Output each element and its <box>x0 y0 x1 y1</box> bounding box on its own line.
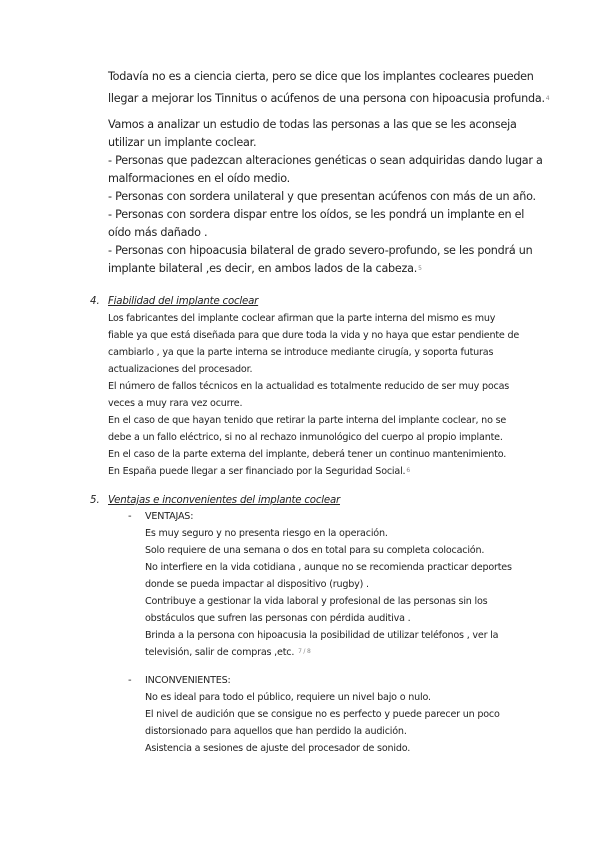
list-item: Contribuye a gestionar la vida laboral y profesional de las personas sin los <box>145 596 488 607</box>
section-line: veces a muy rara vez ocurre. <box>108 398 243 409</box>
study-line: implante bilateral ,es decir, en ambos lados de la cabeza.$^5$ <box>108 262 422 275</box>
section-number: 5. <box>90 495 100 506</box>
intro-line: llegar a mejorar los Tinnitus o acúfenos de una persona con hipoacusia profunda.$^4$ <box>108 92 550 105</box>
list-dash: - <box>128 511 132 522</box>
list-item: donde se pueda impactar al dispositivo (rugby) . <box>145 579 369 590</box>
list-item: distorsionado para aquellos que han perdido la audición. <box>145 726 407 737</box>
footnote-ref: 6 <box>406 467 411 474</box>
section-line: debe a un fallo eléctrico, si no al rechazo inmunológico del cuerpo al propio implante. <box>108 432 503 443</box>
list-item: No es ideal para todo el público, requiere un nivel bajo o nulo. <box>145 692 431 703</box>
study-line: Vamos a analizar un estudio de todas las personas a las que se les aconseja <box>108 118 517 131</box>
intro-line: Todavía no es a ciencia cierta, pero se dice que los implantes cocleares pueden <box>108 70 534 83</box>
study-line: - Personas que padezcan alteraciones genéticas o sean adquiridas dando lugar a <box>108 154 543 167</box>
footnote-ref: 5 <box>418 265 422 272</box>
list-item: Solo requiere de una semana o dos en total para su completa colocación. <box>145 545 485 556</box>
list-item: Es muy seguro y no presenta riesgo en la operación. <box>145 528 388 539</box>
study-line: oído más dañado . <box>108 226 208 239</box>
section-title: Fiabilidad del implante coclear <box>108 296 259 307</box>
list-dash: - <box>128 675 132 686</box>
section-line: El número de fallos técnicos en la actualidad es totalmente reducido de ser muy pocas <box>108 381 510 392</box>
study-line: - Personas con sordera dispar entre los oídos, se les pondrá un implante en el <box>108 208 525 221</box>
footnote-ref: 7 / 8 <box>298 648 311 655</box>
section-line: actualizaciones del procesador. <box>108 364 253 375</box>
list-item: Asistencia a sesiones de ajuste del procesador de sonido. <box>145 743 411 754</box>
section-line: En España puede llegar a ser financiado por la Seguridad Social.$^6$ <box>108 466 411 477</box>
study-line: malformaciones en el oído medio. <box>108 172 290 185</box>
ventajas-label: VENTAJAS: <box>145 511 194 522</box>
study-line: - Personas con sordera unilateral y que presentan acúfenos con más de un año. <box>108 190 536 203</box>
inconvenientes-label: INCONVENIENTES: <box>145 675 231 686</box>
list-item: No interfiere en la vida cotidiana , aunque no se recomienda practicar deportes <box>145 562 512 573</box>
section-line: En el caso de la parte externa del implante, deberá tener un continuo mantenimiento. <box>108 449 507 460</box>
study-line: - Personas con hipoacusia bilateral de grado severo-profundo, se les pondrá un <box>108 244 533 257</box>
footnote-ref: 4 <box>545 95 550 102</box>
list-item: obstáculos que sufren las personas con pérdida auditiva . <box>145 613 411 624</box>
section-line: Los fabricantes del implante coclear afirman que la parte interna del mismo es muy <box>108 313 496 324</box>
list-item: televisión, salir de compras ,etc. $^{7 / 8}$ <box>145 647 311 658</box>
study-line: utilizar un implante coclear. <box>108 136 257 149</box>
section-number: 4. <box>90 296 100 307</box>
section-line: cambiarlo , ya que la parte interna se introduce mediante cirugía, y soporta futuras <box>108 347 494 358</box>
section-line: fiable ya que está diseñada para que dure toda la vida y no haya que estar pendiente de <box>108 330 520 341</box>
section-title: Ventajas e inconvenientes del implante coclear <box>108 495 340 506</box>
list-item: Brinda a la persona con hipoacusia la posibilidad de utilizar teléfonos , ver la <box>145 630 499 641</box>
section-line: En el caso de que hayan tenido que retirar la parte interna del implante coclear, no se <box>108 415 507 426</box>
list-item: El nivel de audición que se consigue no es perfecto y puede parecer un poco <box>145 709 500 720</box>
